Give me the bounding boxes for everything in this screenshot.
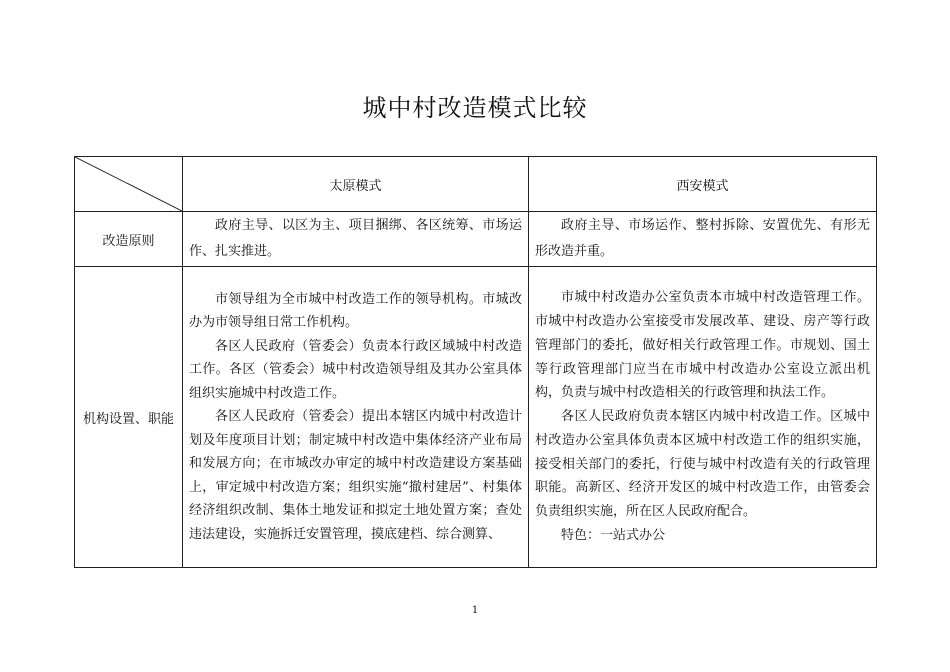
column-header-xian: 西安模式 xyxy=(529,157,877,212)
table-row xyxy=(75,267,877,568)
diagonal-corner-cell xyxy=(75,157,183,212)
cell-paragraph: 市领导组为全市城中村改造工作的领导机构。市城改办为市领导组日常工作机构。 xyxy=(189,291,522,331)
taiyuan-organization-cell xyxy=(183,267,529,568)
page-number: 1 xyxy=(471,605,479,616)
row-label-principles: 改造原则 xyxy=(75,212,183,267)
cell-paragraph: 各区人民政府（管委会）负责本行政区域城中村改造工作。各区（管委会）城中村改造领导组及其办公室具体组织实施城中村改造工作。 xyxy=(189,338,522,401)
xian-organization-cell xyxy=(529,267,877,568)
row-label-organization: 机构设置、职能 xyxy=(75,267,183,568)
cell-paragraph: 政府主导、以区为主、项目捆绑、各区统筹、市场运作、扎实推进。 xyxy=(189,218,522,259)
cell-paragraph: 特色：一站式办公 xyxy=(561,528,666,544)
table-row xyxy=(75,212,877,267)
comparison-table xyxy=(74,156,877,568)
document-title: 城中村改造模式比较 xyxy=(362,94,588,122)
taiyuan-principles-cell xyxy=(183,212,529,267)
cell-paragraph: 市城中村改造办公室负责本市城中村改造管理工作。市城中村改造办公室接受市发展改革、建设、房产等行政管理部门的委托，做好相关行政管理工作。市规划、国土等行政管理部门应当在市城中村改造办公室设立派出机构，负责与城中村改造相关的行政管理和执法工作。 xyxy=(535,290,870,401)
xian-principles-cell xyxy=(529,212,877,267)
cell-paragraph: 各区人民政府（管委会）提出本辖区内城中村改造计划及年度项目计划；制定城中村改造中集体经济产业布局和发展方向；在市城改办审定的城中村改造建设方案基础上，审定城中村改造方案；组织实施“撤村建居”、村集体经济组织改制、集体土地发证和拟定土地处置方案；查处违法建设，实施拆迁安置管理，摸底建档、综合测算、 xyxy=(189,409,522,542)
diagonal-line xyxy=(75,157,182,211)
cell-paragraph: 各区人民政府负责本辖区内城中村改造工作。区城中村改造办公室具体负责本区城中村改造工作的组织实施，接受相关部门的委托，行使与城中村改造有关的行政管理职能。高新区、经济开发区的城中村改造工作，由管委会负责组织实施，所在区人民政府配合。 xyxy=(535,409,870,520)
table-header-row xyxy=(75,157,877,212)
cell-paragraph: 政府主导、市场运作、整村拆除、安置优先、有形无形改造并重。 xyxy=(535,218,870,259)
column-header-taiyuan: 太原模式 xyxy=(183,157,529,212)
